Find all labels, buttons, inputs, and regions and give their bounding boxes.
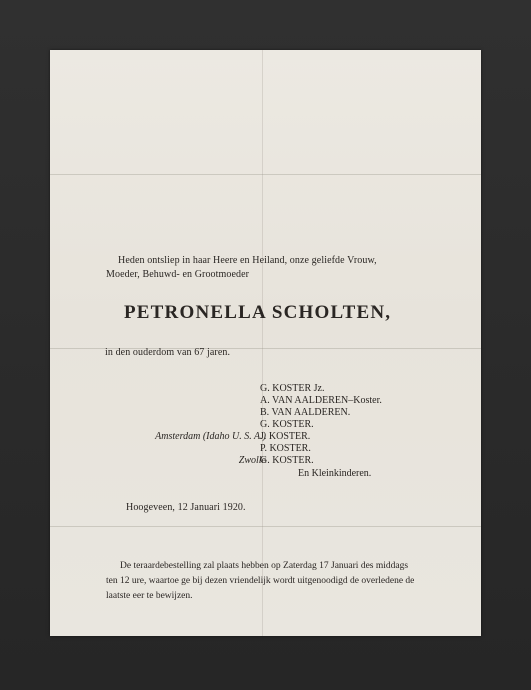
intro-line-2: Moeder, Behuwd- en Grootmoeder (106, 269, 250, 280)
funeral-notice-paper (50, 50, 481, 636)
family-member: G. KOSTER. (260, 419, 314, 430)
family-member: B. VAN AALDEREN. (260, 407, 351, 418)
family-member: P. KOSTER. (260, 443, 311, 454)
paper-fold-line (50, 174, 481, 175)
date-line: Hoogeveen, 12 Januari 1920. (126, 502, 246, 513)
paper-fold-line (262, 50, 263, 636)
family-member: A. VAN AALDEREN–Koster. (260, 395, 382, 406)
deceased-name: PETRONELLA SCHOLTEN, (124, 302, 392, 323)
closing-line-1: De teraardebestelling zal plaats hebben op Zaterdag 17 Januari des middags (120, 561, 409, 571)
age-line: in den ouderdom van 67 jaren. (105, 347, 231, 358)
family-member: G. KOSTER Jz. (260, 383, 325, 394)
closing-line-3: laatste eer te bewijzen. (106, 591, 193, 601)
family-place: Zwolle (238, 455, 266, 466)
family-member: En Kleinkinderen. (298, 468, 372, 479)
closing-line-2: ten 12 ure, waartoe ge bij dezen vriendelijk wordt uitgenoodigd de overledene de (106, 576, 415, 586)
paper-fold-line (50, 526, 481, 527)
family-place: Amsterdam (Idaho U. S. A.) (155, 431, 266, 442)
family-member: J. KOSTER. (260, 431, 311, 442)
family-member: G. KOSTER. (260, 455, 314, 466)
intro-line-1: Heden ontsliep in haar Heere en Heiland, onze geliefde Vrouw, (118, 255, 377, 266)
